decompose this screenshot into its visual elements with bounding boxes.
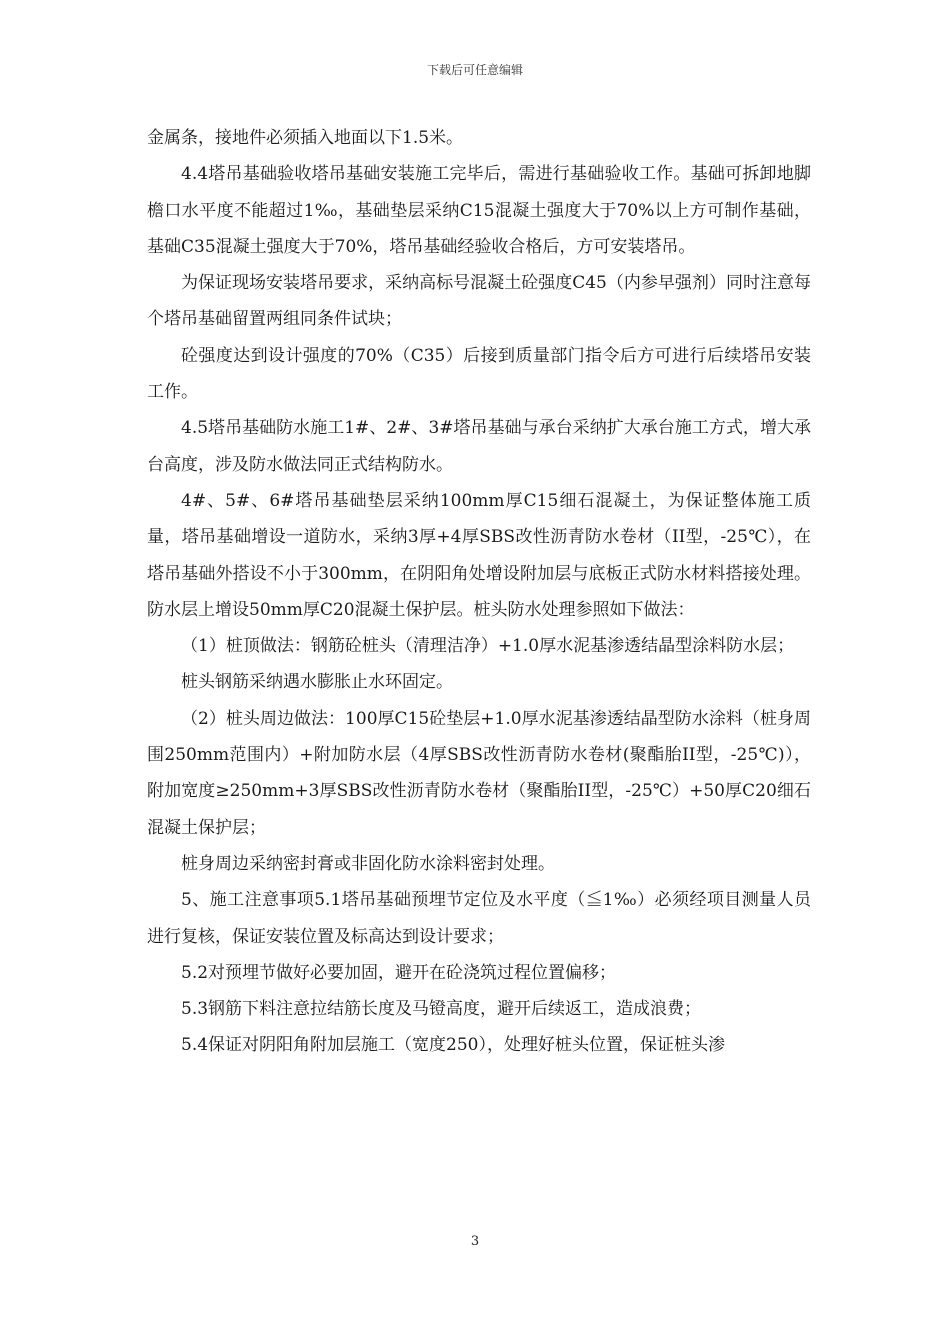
body-paragraph: （2）桩头周边做法：100厚C15砼垫层+1.0厚水泥基渗透结晶型防水涂料（桩身周围250mm范围内）+附加防水层（4厚SBS改性沥青防水卷材(聚酯胎II型，-25℃)），附加宽度≥250mm+3厚SBS改性沥青防水卷材（聚酯胎II型，-25℃）+50厚C20细石混凝土保护层； — [147, 708, 811, 838]
body-paragraph: 5.4保证对阴阳角附加层施工（宽度250），处理好桩头位置，保证桩头渗 — [181, 1035, 725, 1056]
body-paragraph: 砼强度达到设计强度的70%（C35）后接到质量部门指令后方可进行后续塔吊安装工作。 — [147, 345, 811, 403]
body-paragraph: 4.4塔吊基础验收塔吊基础安装施工完毕后，需进行基础验收工作。基础可拆卸地脚檐口水平度不能超过1‰，基础垫层采纳C15混凝土强度大于70%以上方可制作基础，基础C35混凝土强度大于70%，塔吊基础经验收合格后，方可安装塔吊。 — [147, 164, 811, 257]
page-header: 下载后可任意编辑 — [426, 63, 523, 77]
body-paragraph: 4#、5#、6#塔吊基础垫层采纳100mm厚C15细石混凝土，为保证整体施工质量，塔吊基础增设一道防水，采纳3厚+4厚SBS改性沥青防水卷材（II型，-25℃），在塔吊基础外搭设不小于300mm，在阴阳角处增设附加层与底板正式防水材料搭接处理。防水层上增设50mm厚C20混凝土保护层。桩头防水处理参照如下做法： — [147, 490, 811, 620]
body-paragraph: 4.5塔吊基础防水施工1#、2#、3#塔吊基础与承台采纳扩大承台施工方式，增大承台高度，涉及防水做法同正式结构防水。 — [147, 418, 811, 475]
body-paragraph: 5.2对预埋节做好必要加固，避开在砼浇筑过程位置偏移； — [181, 962, 617, 983]
body-paragraph: 桩头钢筋采纳遇水膨胀止水环固定。 — [181, 672, 453, 693]
body-paragraph: 为保证现场安装塔吊要求，采纳高标号混凝土砼强度C45（内参早强剂）同时注意每个塔吊基础留置两组同条件试块； — [147, 273, 811, 330]
document-body — [147, 120, 811, 1064]
body-paragraph: 桩身周边采纳密封膏或非固化防水涂料密封处理。 — [181, 853, 555, 874]
body-paragraph: 5、施工注意事项5.1塔吊基础预埋节定位及水平度（≦1‰）必须经项目测量人员进行复核，保证安装位置及标高达到设计要求； — [147, 890, 811, 947]
body-paragraph: 金属条，接地件必须插入地面以下1.5米。 — [147, 128, 464, 148]
page-number: 3 — [470, 1234, 480, 1249]
body-paragraph: 5.3钢筋下料注意拉结筋长度及马镫高度，避开后续返工，造成浪费； — [181, 999, 702, 1020]
body-paragraph: （1）桩顶做法：钢筋砼桩头（清理洁净）+1.0厚水泥基渗透结晶型涂料防水层； — [181, 636, 795, 657]
